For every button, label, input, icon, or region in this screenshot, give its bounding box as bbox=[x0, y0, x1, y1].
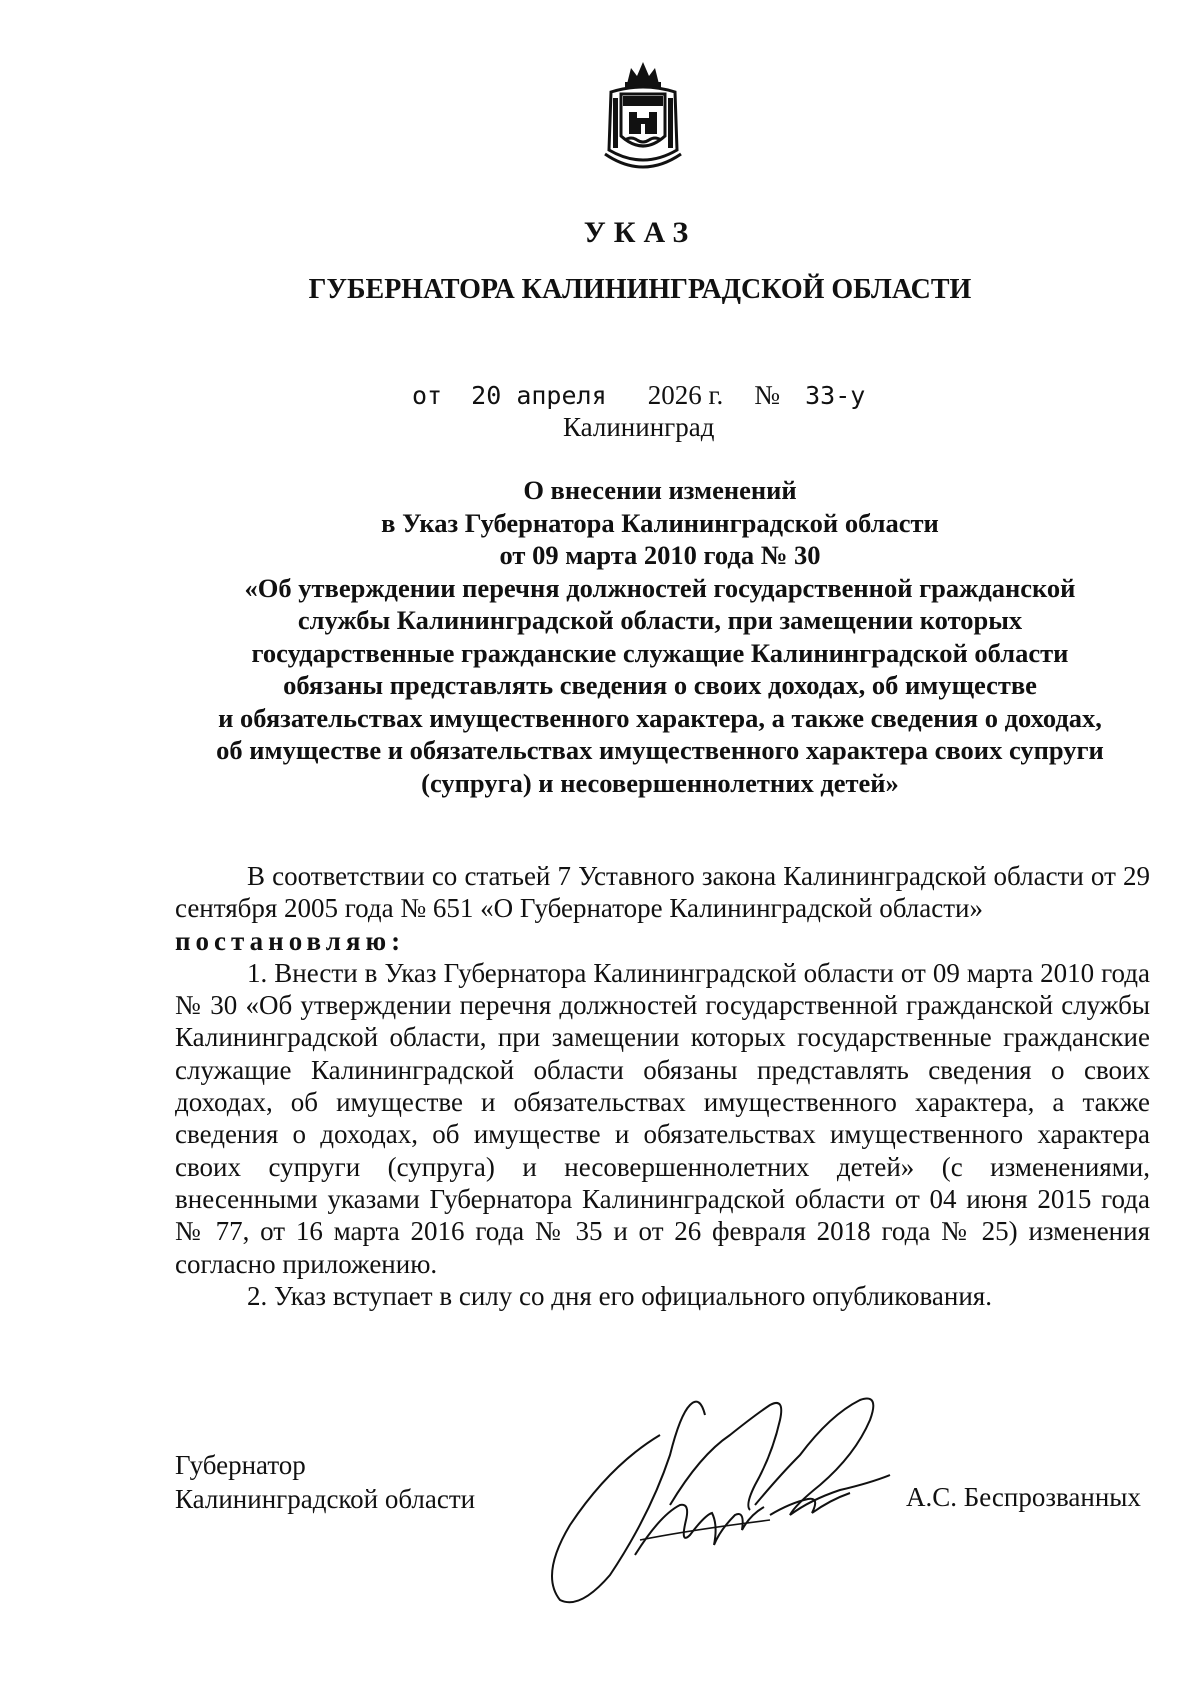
document-number: 33-у bbox=[805, 381, 866, 410]
handwritten-signature bbox=[540, 1395, 930, 1615]
date-year: 2026 г. bbox=[647, 380, 724, 410]
signatory-name: А.С. Беспрозванных bbox=[906, 1482, 1141, 1512]
title-line: обязаны представлять сведения о своих доходах, об имуществе bbox=[283, 670, 1037, 700]
item-1-paragraph: 1. Внести в Указ Губернатора Калининградской области от 09 марта 2010 года № 30 «Об утверждении перечня должностей государственной гражданской службы Калининградской области, при замещении которых государственные гражданские служащие Калининградской области обязаны представлять сведения о своих доходах, об имуществе и обязательствах имущественного характера, а также сведения о доходах, об имуществе и обязательствах имущественного характера своих супруги (супруга) и несовершеннолетних детей» (с изменениями, внесенными указами Губернатора Калининградской области от 04 июня 2015 года № 77, от 16 марта 2016 года № 35 и от 26 февраля 2018 года № 25) изменения согласно приложению. bbox=[175, 957, 1150, 1279]
title-line: службы Калининградской области, при замещении которых bbox=[297, 605, 1023, 635]
city: Калининград bbox=[563, 412, 715, 442]
item-2-paragraph: 2. Указ вступает в силу со дня его официального опубликования. bbox=[247, 1280, 992, 1311]
position-line: Губернатор bbox=[175, 1450, 306, 1480]
title-line: государственные гражданские служащие Калининградской области bbox=[251, 637, 1069, 668]
title-line: об имуществе и обязательствах имущественного характера своих супруги bbox=[216, 735, 1104, 765]
title-line: в Указ Губернатора Калининградской области bbox=[381, 507, 939, 538]
date-day-month: 20 апреля bbox=[471, 381, 607, 410]
document-title bbox=[120, 474, 1160, 799]
signatory-position bbox=[175, 1448, 475, 1516]
position-line: Калининградской области bbox=[175, 1484, 476, 1514]
number-label: № bbox=[754, 380, 781, 410]
title-line: (супруга) и несовершеннолетних детей» bbox=[421, 767, 899, 798]
title-line: «Об утверждении перечня должностей государственной гражданской bbox=[244, 572, 1076, 603]
document-issuer: ГУБЕРНАТОРА КАЛИНИНГРАДСКОЙ ОБЛАСТИ bbox=[308, 274, 972, 305]
registration-line bbox=[412, 380, 865, 411]
document-type: УКАЗ bbox=[583, 216, 697, 249]
document-body bbox=[175, 860, 1150, 1312]
kaliningrad-coat-of-arms-icon bbox=[597, 58, 689, 176]
title-line: от 09 марта 2010 года № 30 bbox=[499, 540, 821, 570]
title-line: и обязательствах имущественного характера, а также сведения о доходах, bbox=[218, 702, 1102, 733]
date-prefix: от bbox=[412, 381, 443, 410]
title-line: О внесении изменений bbox=[523, 475, 797, 505]
preamble-paragraph: В соответствии со статьей 7 Уставного закона Калининградской области от 29 сентября 2005 года № 651 «О Губернаторе Калининградской области» bbox=[175, 861, 1150, 924]
decree-word: постановляю: bbox=[175, 925, 406, 956]
